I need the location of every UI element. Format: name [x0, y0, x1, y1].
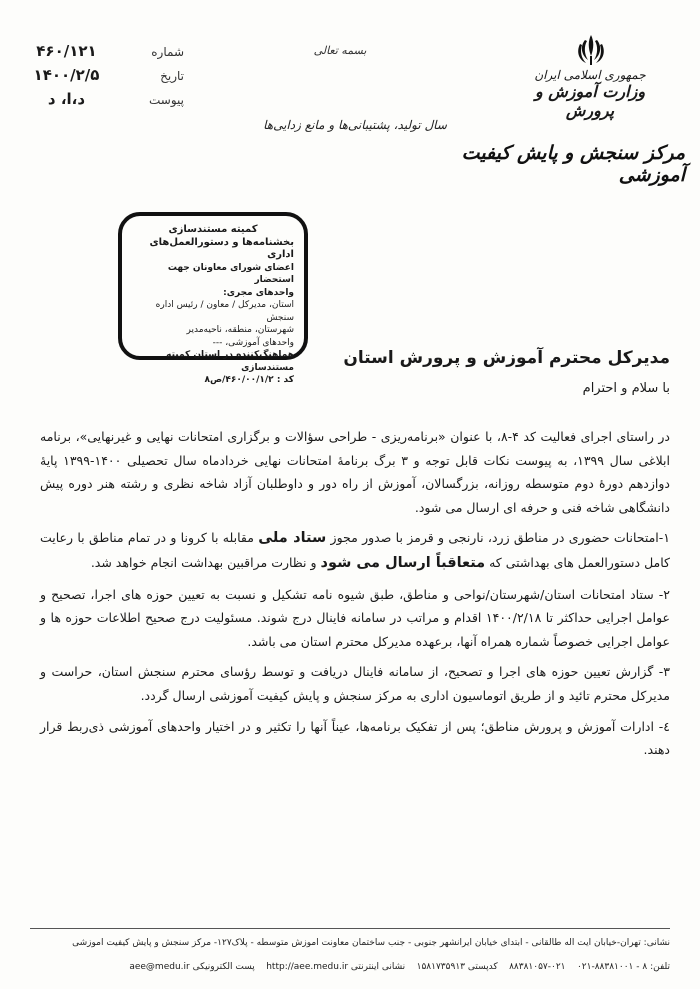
footer-divider: [30, 928, 670, 929]
item-2: ۲- ستاد امتحانات استان/شهرستان/نواحی و مناطق، طبق شیوه نامه تشکیل و نسبت به تعیین حوزه های اجرا، تصحیح و عوامل اجرایی حداکثر تا ۱۴۰۰/۲/۱۸ اقدام و مراتب در سامانه فاینال درج شوند. مسئولیت درج صحیح اطلاعات حوزه ها و عوامل اجرایی خصوصاً شماره همراه آنها، برعهده مدیرکل محترم استان می باشد.: [40, 586, 670, 649]
footer-email-link[interactable]: aee@medu.ir: [129, 962, 190, 972]
center-name: مرکز سنجش و پایش کیفیت آموزشی: [461, 142, 685, 186]
footer-postal: کدپستی ۱۵۸۱۷۳۵۹۱۳: [416, 962, 498, 972]
stamp-line-1: اعضای شورای معاونان جهت استحضار: [167, 262, 294, 285]
iran-emblem-icon: [575, 32, 607, 68]
stamp-line-4: شهرستان، منطقه، ناحیه‌مدیر: [186, 325, 294, 335]
ministry-name: وزارت آموزش و پرورش: [534, 82, 646, 120]
greeting: با سلام و احترام: [582, 381, 670, 396]
item-1-part-a: ۱-امتحانات حضوری در مناطق زرد، نارنجی و قرمز با صدور مجوز: [330, 530, 671, 546]
item-1-sent-later: متعاقباً ارسال می شود: [320, 554, 486, 571]
intro-paragraph: در راستای اجرای فعالیت کد ۴-۸، با عنوان «برنامه‌ریزی - طراحی سؤالات و برگزاری امتحانات نهایی و غیرنهایی»، برنامه ابلاغی سال ۱۳۹۹، به پیوست نکات قابل توجه و ۳ برگ برنامهٔ امتحانات نهایی خردادماه سال تحصیلی ۱۴۰۰-۱۳۹۹ پایهٔ دوازدهم دورهٔ دوم متوسطه روزانه، بزرگسالان، آموزش از راه دور و داوطلبان آزاد شاخه نظری و رشته هنر دوره پیش دانشگاهی شاخه فنی و حرفه ای ارسال می شود.: [40, 429, 670, 515]
stamp-line-2: واحدهای مجری:: [223, 287, 294, 298]
stamp-title: کمیته مستندسازی: [168, 224, 258, 235]
footer-website-link[interactable]: http://aee.medu.ir: [266, 962, 349, 972]
stamp-line-6: هماهنگ‌کننده در استان کمیته مستندسازی: [166, 350, 294, 373]
letter-date: ۱۴۰۰/۲/۵: [33, 66, 100, 84]
meta-attachment-row: [14, 90, 184, 114]
footer-website-label: نشانی اینترنتی: [350, 962, 406, 972]
letter-attachment-label: پیوست: [149, 93, 184, 107]
year-slogan: سال تولید، پشتیبانی‌ها و مانع زدایی‌ها: [263, 118, 447, 132]
footer-fax: ۰۲۱-۸۸۳۸۱۰۵۷: [509, 962, 566, 972]
letter-number: ۴۶۰/۱۲۱: [36, 42, 97, 60]
letter-date-label: تاریخ: [160, 69, 184, 83]
item-4: ٤- ادارات آموزش و پرورش مناطق؛ پس از تفکیک برنامه‌ها، عیناً آنها را تکثیر و در اختیار واحدهای آموزشی ذی‌ربط قرار دهند.: [40, 718, 670, 758]
meta-number-row: [14, 42, 184, 66]
item-1: [40, 526, 670, 575]
footer-email-label: پست الکترونیکی: [192, 962, 255, 972]
item-1-part-e: و نظارت مراقبین بهداشت انجام خواهد شد.: [90, 554, 317, 570]
letter-number-label: شماره: [151, 45, 184, 59]
item-3: ۳- گزارش تعیین حوزه های اجرا و تصحیح، از سامانه فاینال دریافت و توسط رؤسای محترم سنجش استان، حراست و مدیرکل محترم تائید و از طریق اتوماسیون اداری به مرکز سنجش و پایش کیفیت آموزشی ارسال گردد.: [40, 664, 670, 703]
documentation-stamp: [118, 212, 308, 385]
letter-attachment: د،ا، د: [47, 90, 86, 108]
stamp-line-3: استان، مدیرکل / معاون / رئیس اداره سنجش: [155, 300, 294, 323]
addressee: مدیرکل محترم آموزش و پرورش استان: [343, 348, 670, 368]
letter-body: [40, 425, 670, 769]
bismillah: بسمه تعالی: [313, 44, 367, 57]
stamp-line-5: واحدهای آموزشی، ---: [212, 337, 294, 348]
footer-address: نشانی: تهران-خیابان آیت اله طالقانی - ابتدای خیابان ایرانشهر جنوبی - جنب ساختمان معاونت آموزش متوسطه - پلاک۱۲۷- مرکز سنجش و پایش کیفیت آموزشی: [72, 938, 670, 948]
ministry-block: [520, 68, 660, 120]
stamp-code: کد : ۴۶۰/۰۰/۱/۲/ص۸: [204, 375, 294, 385]
ministry-country: جمهوری اسلامی ایران: [534, 68, 646, 82]
footer-phone: تلفن: ۸ - ۸۸۳۸۱۰۰۱-۰۲۱: [576, 962, 670, 972]
letter-meta: [14, 42, 184, 114]
item-1-national-hq: ستاد ملی: [258, 530, 327, 547]
footer-contacts: [30, 962, 670, 972]
meta-date-row: [14, 66, 184, 90]
item-1-part-c: مقابله با کرونا و در تمام مناطق با رعایت کامل دستورالعمل های بهداشتی که: [40, 530, 670, 570]
stamp-subtitle: بخشنامه‌ها و دستورالعمل‌های اداری: [149, 236, 294, 260]
